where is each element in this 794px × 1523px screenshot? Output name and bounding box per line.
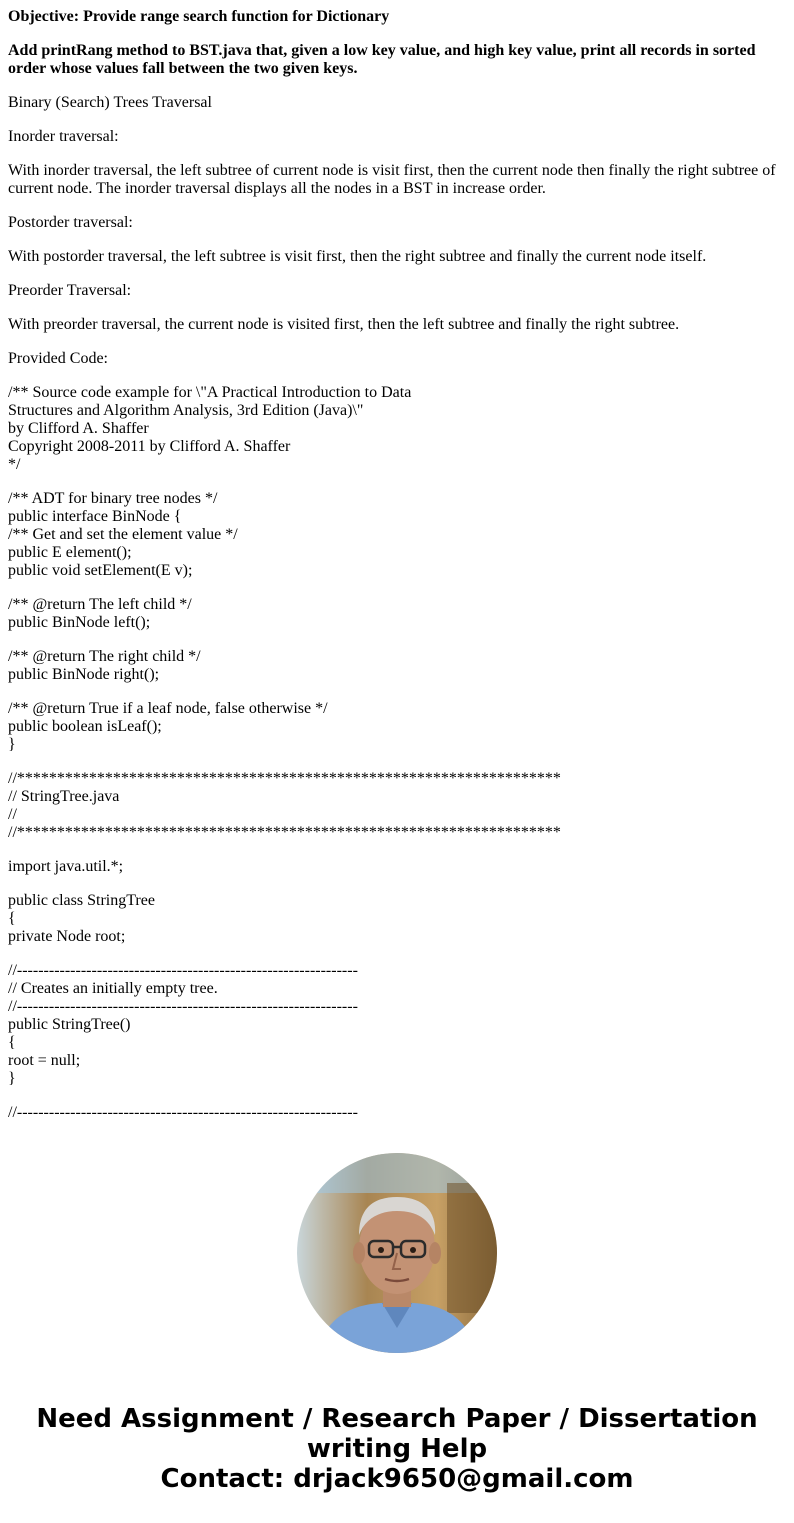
document-body	[8, 8, 786, 1138]
code-line: }	[8, 736, 16, 753]
code-line: by Clifford A. Shaffer	[8, 420, 149, 437]
author-portrait-icon	[297, 1153, 497, 1353]
code-line: */	[8, 456, 21, 473]
code-line: public boolean isLeaf();	[8, 718, 162, 735]
code-line: /** Source code example for \"A Practical Introduction to Data	[8, 384, 412, 401]
code-line: import java.util.*;	[8, 858, 124, 875]
code-line: }	[8, 1070, 16, 1087]
code-line: private Node root;	[8, 928, 126, 945]
code-block-header-comment	[8, 384, 786, 474]
promo-banner	[0, 1404, 794, 1494]
inorder-description: With inorder traversal, the left subtree of current node is visit first, then the current node then finally the right subtree of current node. The inorder traversal displays all the nodes in a BST in increase order.	[8, 162, 776, 197]
task-description: Add printRang method to BST.java that, given a low key value, and high key value, print all records in sorted order whose values fall between the two given keys.	[8, 42, 756, 77]
preorder-description: With preorder traversal, the current node is visited first, then the left subtree and finally the right subtree.	[8, 316, 680, 333]
objective-heading: Objective: Provide range search function for Dictionary	[8, 8, 390, 25]
code-line: public class StringTree	[8, 892, 155, 909]
code-line: {	[8, 1034, 16, 1051]
code-line: public StringTree()	[8, 1016, 131, 1033]
code-block-import	[8, 858, 786, 876]
code-block-left-child	[8, 596, 786, 632]
section-heading-postorder: Postorder traversal:	[8, 214, 133, 231]
code-line: // StringTree.java	[8, 788, 120, 805]
code-line: public BinNode right();	[8, 666, 160, 683]
code-line: /** ADT for binary tree nodes */	[8, 490, 218, 507]
promo-contact: Contact: drjack9650@gmail.com	[160, 1464, 634, 1494]
postorder-description: With postorder traversal, the left subtree is visit first, then the right subtree and finally the current node itself.	[8, 248, 707, 265]
section-heading-preorder: Preorder Traversal:	[8, 282, 132, 299]
code-line: //********************************************************************	[8, 824, 561, 841]
code-line: Structures and Algorithm Analysis, 3rd Edition (Java)\"	[8, 402, 364, 419]
promo-line-1: Need Assignment / Research Paper / Dissertation	[36, 1404, 758, 1434]
code-line: /** @return The left child */	[8, 596, 192, 613]
code-line: root = null;	[8, 1052, 81, 1069]
code-block-class-decl	[8, 892, 786, 946]
code-block-stringtree-banner	[8, 770, 786, 842]
code-block-constructor	[8, 962, 786, 1088]
code-line: public interface BinNode {	[8, 508, 182, 525]
code-block-is-leaf	[8, 700, 786, 754]
code-line: /** Get and set the element value */	[8, 526, 238, 543]
section-heading-traversal: Binary (Search) Trees Traversal	[8, 94, 212, 111]
code-line: Copyright 2008-2011 by Clifford A. Shaffer	[8, 438, 291, 455]
code-line: //----------------------------------------------------------------	[8, 1104, 358, 1121]
code-line: public void setElement(E v);	[8, 562, 193, 579]
code-line: //	[8, 806, 17, 823]
code-line: {	[8, 910, 16, 927]
author-avatar	[297, 1153, 497, 1353]
code-line: //----------------------------------------------------------------	[8, 998, 358, 1015]
section-heading-inorder: Inorder traversal:	[8, 128, 119, 145]
code-line: public BinNode left();	[8, 614, 151, 631]
code-line: public E element();	[8, 544, 132, 561]
code-line: // Creates an initially empty tree.	[8, 980, 218, 997]
code-line: /** @return The right child */	[8, 648, 201, 665]
code-line: //----------------------------------------------------------------	[8, 962, 358, 979]
section-heading-provided-code: Provided Code:	[8, 350, 108, 367]
code-block-trailing-separator	[8, 1104, 786, 1122]
code-block-right-child	[8, 648, 786, 684]
code-block-binnode-interface	[8, 490, 786, 580]
code-line: //********************************************************************	[8, 770, 561, 787]
promo-line-2: writing Help	[306, 1434, 488, 1464]
code-line: /** @return True if a leaf node, false otherwise */	[8, 700, 328, 717]
